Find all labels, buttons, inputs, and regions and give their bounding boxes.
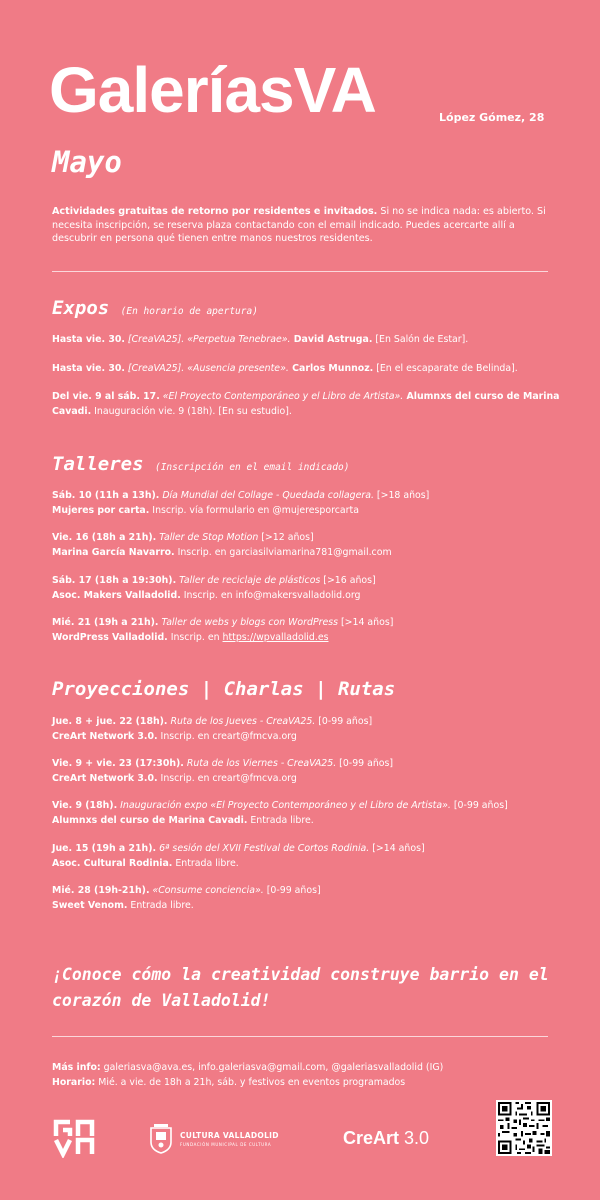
proyeccion-item: Mié. 28 (19h-21h). «Consume conciencia». [0-99 años] Sweet Venom. Entrada libre.: [52, 885, 321, 911]
cultura-valladolid-logo: CULTURA VALLADOLID FUNDACIÓN MUNICIPAL DE CULTURA: [148, 1124, 279, 1154]
footer-info: Más info: galeriasva@ava.es, info.galeriasva@gmail.com, @galeriasvalladolid (IG) Horario: Mié. a vie. de 18h a 21h, sáb. y festivos en eventos programados: [52, 1062, 444, 1088]
proyeccion-item: Vie. 9 (18h). Inauguración expo «El Proyecto Contemporáneo y el Libro de Artista». [0-99 años] Alumnxs del curso de Marina Cavadi. Entrada libre.: [52, 800, 508, 826]
intro-text: [52, 205, 552, 246]
expo-item: Hasta vie. 30. [CreaVA25]. «Ausencia presente». Carlos Munnoz. [En el escaparate de Belinda].: [52, 363, 518, 374]
section-expos-title: Expos (En horario de apertura): [52, 297, 258, 319]
tagline: ¡Conoce cómo la creatividad construye barrio en el corazón de Valladolid!: [52, 965, 549, 1010]
taller-item: Vie. 16 (18h a 21h). Taller de Stop Motion [>12 años] Marina García Navarro. Inscrip. en garciasilviamarina781@gmail.com: [52, 532, 392, 558]
section-talleres-title: Talleres (Inscripción en el email indicado): [52, 453, 350, 475]
divider: [52, 1036, 548, 1037]
taller-item: Sáb. 10 (11h a 13h). Día Mundial del Collage - Quedada collagera. [>18 años] Mujeres por carta. Inscrip. vía formulario en @mujeresporcarta: [52, 490, 430, 516]
contact-info: galeriasva@ava.es, info.galeriasva@gmail.com, @galeriasvalladolid (IG): [100, 1062, 444, 1073]
section-talleres-note: (Inscripción en el email indicado): [154, 462, 350, 473]
section-expos-note: (En horario de apertura): [120, 306, 258, 317]
galerias-va-logo: [52, 1118, 96, 1158]
proyeccion-item: Jue. 8 + jue. 22 (18h). Ruta de los Jueves - CreaVA25. [0-99 años] CreArt Network 3.0. Inscrip. en creart@fmcva.org: [52, 716, 373, 742]
proyeccion-item: Jue. 15 (19h a 21h). 6ª sesión del XVII Festival de Cortos Rodinia. [>14 años] Asoc. Cultural Rodinia. Entrada libre.: [52, 843, 425, 869]
address: López Gómez, 28: [439, 111, 545, 124]
expo-item: Del vie. 9 al sáb. 17. «El Proyecto Contemporáneo y el Libro de Artista». Alumnxs del curso de Marina Cavadi. Inauguración vie. 9 (18h). [En su estudio].: [52, 391, 560, 417]
creart-logo: CreArt 3.0: [343, 1128, 430, 1148]
taller-item: Sáb. 17 (18h a 19:30h). Taller de reciclaje de plásticos [>16 años] Asoc. Makers Valladolid. Inscrip. en info@makersvalladolid.org: [52, 575, 376, 601]
intro-bold: Actividades gratuitas de retorno por residentes e invitados.: [52, 206, 378, 217]
qr-code-icon: [496, 1100, 552, 1156]
shield-icon: [148, 1124, 174, 1154]
section-proyecciones-title: Proyecciones | Charlas | Rutas: [52, 678, 396, 700]
taller-item: Mié. 21 (19h a 21h). Taller de webs y blogs con WordPress [>14 años] WordPress Valladolid. Inscrip. en https://wpvalladolid.es: [52, 617, 394, 643]
proyeccion-item: Vie. 9 + vie. 23 (17:30h). Ruta de los Viernes - CreaVA25. [0-99 años] CreArt Network 3.0. Inscrip. en creart@fmcva.org: [52, 758, 394, 784]
divider: [52, 271, 548, 272]
poster-title: GaleríasVA: [49, 54, 376, 126]
intro-rest: Si no se indica nada: es abierto. Si necesita inscripción, se reserva plaza contactando con el email indicado. Puedes acercarte allí a descubrir en persona qué tienen entre manos nuestros residentes.: [52, 206, 546, 244]
expo-item: Hasta vie. 30. [CreaVA25]. «Perpetua Tenebrae». David Astruga. [En Salón de Estar].: [52, 334, 469, 345]
wpvalladolid-link[interactable]: https://wpvalladolid.es: [222, 631, 329, 643]
month-title: Mayo: [52, 145, 122, 179]
opening-hours: Mié. a vie. de 18h a 21h, sáb. y festivos en eventos programados: [95, 1077, 406, 1088]
